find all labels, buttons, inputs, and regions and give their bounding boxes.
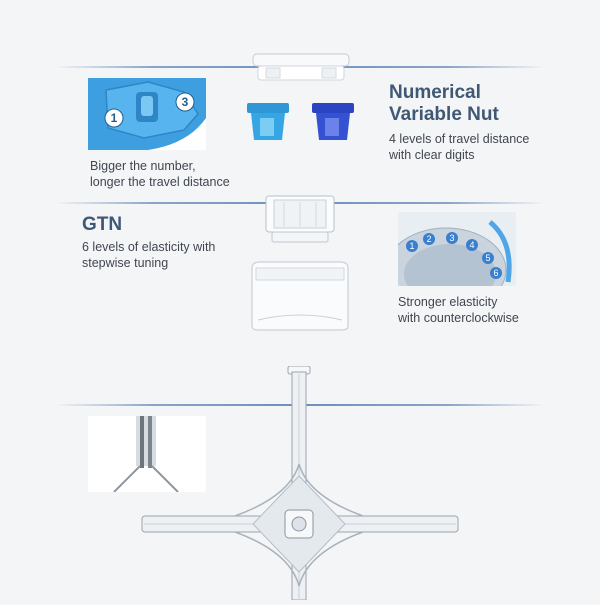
clear-bottom-housing-image (250, 260, 350, 332)
right-caption-line2: with counterclockwise (398, 311, 519, 325)
light-blue-nut-image (246, 102, 290, 142)
dial-number-6: 6 (490, 267, 502, 279)
left-caption (90, 158, 230, 190)
dial-number-5: 5 (482, 252, 494, 264)
dial-number-2: 2 (423, 233, 435, 245)
dial-number-4: 4 (466, 239, 478, 251)
dial-number-3: 3 (446, 232, 458, 244)
left-caption-line1: Bigger the number, (90, 159, 196, 173)
gtn-title: GTN (82, 214, 123, 235)
dial-number-1: 1 (406, 240, 418, 252)
clear-stem-housing-image (262, 194, 338, 246)
nut-desc-line1: 4 levels of travel distance (389, 132, 530, 146)
right-caption (398, 294, 519, 326)
nut-closeup-card (88, 78, 206, 150)
nut-title-line1: Numerical (389, 82, 481, 103)
left-caption-line2: longer the travel distance (90, 175, 230, 189)
stem-cross-image (140, 366, 460, 600)
nut-desc-line2: with clear digits (389, 148, 475, 162)
gtn-desc-line1: 6 levels of elasticity with (82, 240, 216, 254)
nut-title-line2: Variable Nut (389, 104, 499, 125)
gtn-desc-line2: stepwise tuning (82, 256, 169, 270)
right-caption-line1: Stronger elasticity (398, 295, 498, 309)
gtn-section (82, 214, 215, 271)
badge-number-3: 3 (181, 95, 189, 109)
clear-top-housing-image (252, 52, 350, 82)
elasticity-dial-card (398, 212, 516, 286)
badge-number-1: 1 (110, 111, 118, 125)
dark-blue-nut-image (311, 102, 355, 142)
nut-section (389, 82, 529, 163)
